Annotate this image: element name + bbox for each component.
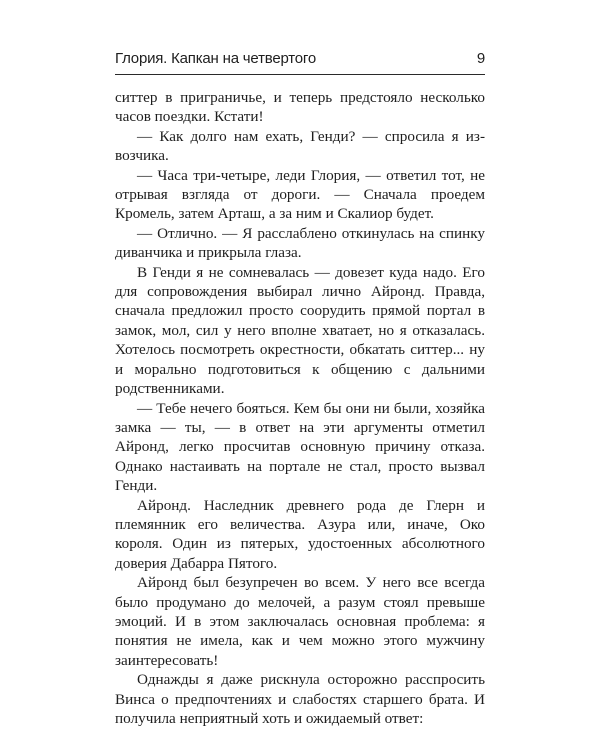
paragraph-7: Айронд. Наследник древнего рода де Глерн и племянник его величества. Азура или, иначе, Око короля. Один из пятерых, удостоенных абсолютного доверия Дабарра Пятого. bbox=[115, 496, 485, 572]
body-text bbox=[115, 88, 485, 728]
paragraph-8: Айронд был безупречен во всем. У него все всегда было продумано до мелочей, а разум стоял превыше эмоций. И в этом заключалась основная проблема: я понятия не имела, как и чем можно этого мужчину заинтересовать! bbox=[115, 574, 485, 669]
page-number: 9 bbox=[476, 50, 485, 67]
paragraph-3: — Часа три-четыре, леди Глория, — ответил тот, не отрывая взгляда от дороги. — Сначала проедем Кромель, затем Арташ, а за ним и Скалиор будет. bbox=[115, 166, 485, 223]
running-head bbox=[115, 50, 485, 72]
paragraph-4: — Отлично. — Я расслаблено откинулась на спинку диванчика и прикрыла глаза. bbox=[115, 224, 485, 262]
paragraph-1: ситтер в приграничье, и теперь предстояло несколько часов поездки. Кстати! bbox=[115, 89, 485, 126]
header-rule bbox=[115, 74, 485, 75]
chapter-title: Глория. Капкан на четвертого bbox=[115, 50, 317, 67]
paragraph-9: Однажды я даже рискнула осторожно расспросить Винса о предпочтениях и слабостях старшего брата. И получила неприятный хоть и ожидаемый ответ: bbox=[115, 671, 485, 727]
paragraph-5: В Генди я не сомневалась — довезет куда надо. Его для сопровождения выбирал лично Айронд. Правда, сначала предложил просто соорудить прямой портал в замок, мол, сил у него вполне хватает, но я отказалась. Хотелось посмотреть окрестности, обкатать ситтер... ну и морально подготовиться к общению с дальними родственниками. bbox=[115, 263, 485, 398]
paragraph-6: — Тебе нечего бояться. Кем бы они ни были, хозяйка замка — ты, — в ответ на эти аргументы отметил Айронд, легко просчитав основную причину отказа. Однако настаивать на портале не стал, просто вызвал Генди. bbox=[115, 399, 485, 495]
paragraph-2: — Как долго нам ехать, Генди? — спросила я извозчика. bbox=[115, 127, 485, 165]
